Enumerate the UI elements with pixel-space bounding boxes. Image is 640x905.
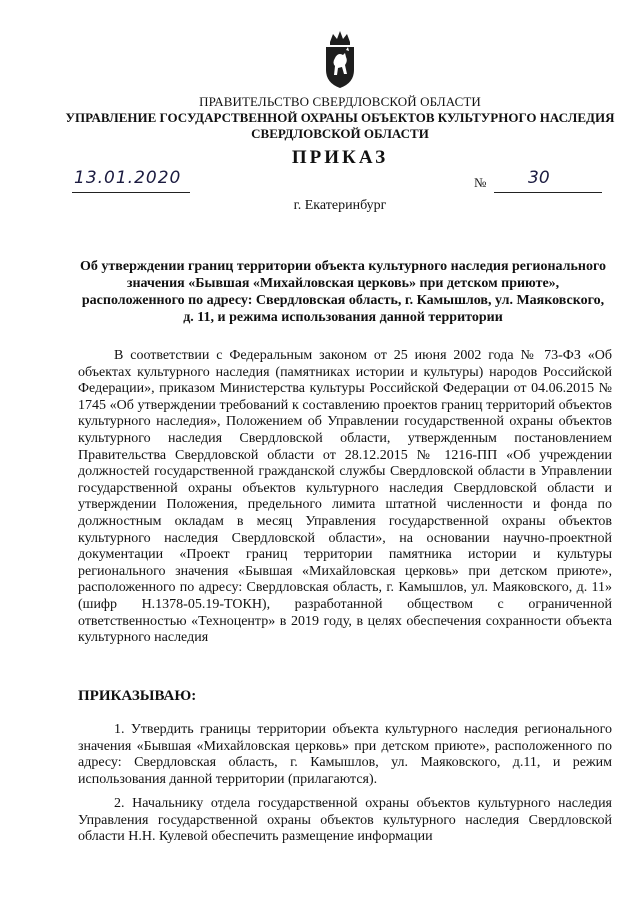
handwritten-number: 30 — [528, 168, 550, 188]
order-heading: ПРИКАЗЫВАЮ: — [78, 688, 197, 704]
city-name: г. Екатеринбург — [293, 198, 387, 213]
order-subject: Об утверждении границ территории объекта культурного наследия регионального значения «Бывшая «Михайловская церковь» при детском приюте», расположенного по адресу: Свердловская область, г. Камышлов, ул. Маяковского, д. 11, и режима использования данной территории — [80, 259, 606, 325]
number-label: № — [474, 175, 487, 190]
document-title: ПРИКАЗ — [291, 147, 389, 168]
handwritten-date: 13.01.2020 — [74, 168, 182, 188]
department-name: УПРАВЛЕНИЕ ГОСУДАРСТВЕННОЙ ОХРАНЫ ОБЪЕКТОВ КУЛЬТУРНОГО НАСЛЕДИЯ СВЕРДЛОВСКОЙ ОБЛАСТИ — [65, 110, 615, 141]
government-name: ПРАВИТЕЛЬСТВО СВЕРДЛОВСКОЙ ОБЛАСТИ — [199, 94, 481, 109]
order-item-1: 1. Утвердить границы территории объекта культурного наследия регионального значения «Бывшая «Михайловская церковь» при детском приюте», расположенного по адресу: Свердловская область, г. Камышлов, ул. Маяковского, д.11, и режим использования данной территории (прилагаются). — [78, 722, 612, 787]
coat-of-arms-icon — [318, 28, 362, 90]
order-item-2: 2. Начальнику отдела государственной охраны объектов культурного наследия Управления государственной охраны объектов культурного наследия Свердловской области Н.Н. Кулевой обеспечить размещение информации — [78, 796, 612, 845]
preamble-paragraph: В соответствии с Федеральным законом от 25 июня 2002 года № 73-ФЗ «Об объектах культурного наследия (памятниках истории и культуры) народов Российской Федерации», приказом Министерства культуры Российской Федерации от 04.06.2015 № 1745 «Об утверждении требований к составлению проектов границ территорий объектов культурного наследия», Положением об Управлении государственной охраны объектов культурного наследия Свердловской области, утвержденным постановлением Правительства Свердловской области от 28.12.2015 № 1216-ПП «Об учреждении должностей государственной гражданской службы Свердловской области в Управлении государственной охраны объектов культурного наследия Свердловской области и утверждении Положения, предельного лимита штатной численности и фонда по должностным окладам в месяц Управления государственной охраны объектов культурного наследия Свердловской области», на основании научно-проектной документации «Проект границ территории памятника истории и культуры регионального значения «Бывшая «Михайловская церковь» при детском приюте», расположенного по адресу: Свердловская область, г. Камышлов, ул. Маяковского, д. 11» (шифр Н.1378-05.19-ТОКН), разработанной обществом с ограниченной ответственностью «Техноцентр» в 2019 году, в целях обеспечения сохранности объекта культурного наследия — [78, 348, 612, 646]
